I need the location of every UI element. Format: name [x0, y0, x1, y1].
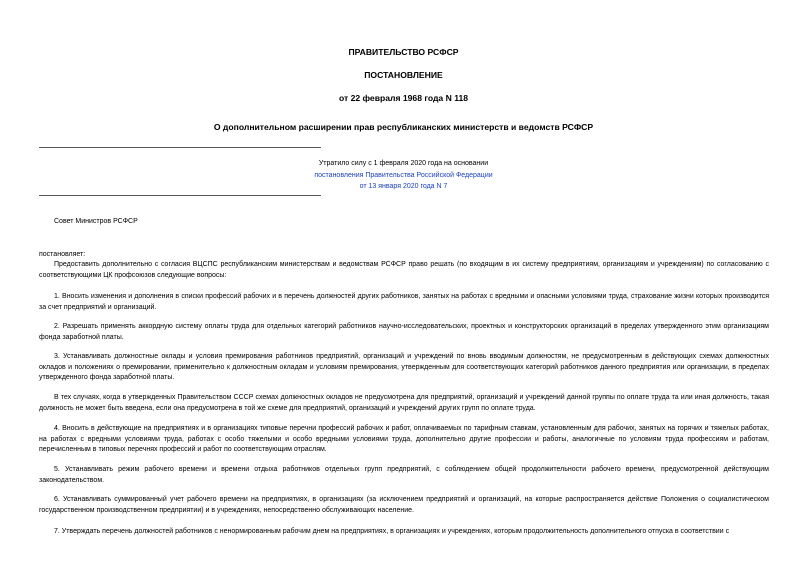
lost-force-link-2[interactable]: от 13 января 2020 года N 7	[359, 183, 448, 190]
paragraph-item-3: 3. Устанавливать должностные оклады и условия премирования работников предприятий, организаций и учреждений по вновь вводимым должностям, не предусмотренным в действующих схемах должностных окладов и положениях о премировании, применительно к должностным окладам и условиям премирования, утвержденным для соответствующих категорий работников данного предприятия или организации, в пределах утвержденного фонда заработной платы.	[39, 353, 769, 381]
lost-force-link-1[interactable]: постановления Правительства Российской Федерации	[314, 171, 493, 179]
intro-paragraph: Предоставить дополнительно с согласия ВЦСПС республиканским министерствам и ведомствам РСФСР право решать (по входящим в их систему предприятиям, организациям и учреждениям) по согласованию с соответствующими ЦК профсоюзов следующие вопросы:	[39, 261, 769, 279]
paragraph-item-5: 5. Устанавливать режим рабочего времени и времени отдыха работников отдельных групп предприятий, с соблюдением общей продолжительности рабочего времени, предусмотренной действующим законодательством.	[39, 466, 769, 484]
document-title: О дополнительном расширении прав республиканских министерств и ведомств РСФСР	[213, 122, 594, 132]
issuer: Совет Министров РСФСР	[54, 218, 138, 225]
paragraph-item-4: 4. Вносить в действующие на предприятиях и в организациях типовые перечни профессий рабочих и работ, оплачиваемых по тарифным ставкам, установленным для рабочих, занятых на горячих и тяжелых работах, на работах с вредными условиями труда, работах с особо тяжелыми и особо вредными условиями труда, дополнительно другие профессии и работы, аналогичные по условиям труда профессиям и работам, перечисленным в типовых перечнях профессий и работ по соответствующим отраслям.	[39, 425, 769, 453]
date-number-heading: от 22 февраля 1968 года N 118	[338, 93, 469, 103]
paragraph-item-6: 6. Устанавливать суммированный учет рабочего времени на предприятиях, в организациях (за исключением предприятий и организаций, на которые распространяется действие Положения о социалистическом государственном производственном предприятии) и в учреждениях, непосредственно обслуживающих население.	[39, 496, 769, 514]
paragraph-item-7: 7. Утверждать перечень должностей работников с ненормированным рабочим днем на предприятиях, в организациях и учреждениях, которым продолжительность дополнительного отпуска в соответствии с	[54, 528, 730, 535]
lost-force-text: Утратило силу с 1 февраля 2020 года на основании	[318, 160, 489, 167]
government-heading: ПРАВИТЕЛЬСТВО РСФСР	[348, 47, 459, 57]
paragraph-item-1: 1. Вносить изменения и дополнения в списки профессий рабочих и в перечень должностей других работников, занятых на работах с вредными и опасными условиями труда, страхование жизни которых производится за счет предприятий и организаций.	[39, 293, 769, 311]
doc-type-heading: ПОСТАНОВЛЕНИЕ	[364, 70, 443, 80]
lost-force-note	[250, 158, 557, 193]
paragraph-item-3-note: В тех случаях, когда в утвержденных Правительством СССР схемах должностных окладов не предусмотрена для предприятий, организаций и учреждений данной группы по оплате труда та или иная должность, такая должность не может быть введена, если она предусмотрена в той же схеме для предприятий, организаций и учреждений других групп по оплате труда.	[39, 394, 769, 412]
divider-top	[39, 147, 321, 148]
decides-line: постановляет:	[39, 251, 86, 258]
divider-bottom	[39, 195, 321, 196]
paragraph-item-2: 2. Разрешать применять аккордную систему оплаты труда для отдельных категорий работников научно-исследовательских, проектных и конструкторских организаций в пределах утвержденного этим организациям фонда заработной платы.	[39, 323, 769, 341]
